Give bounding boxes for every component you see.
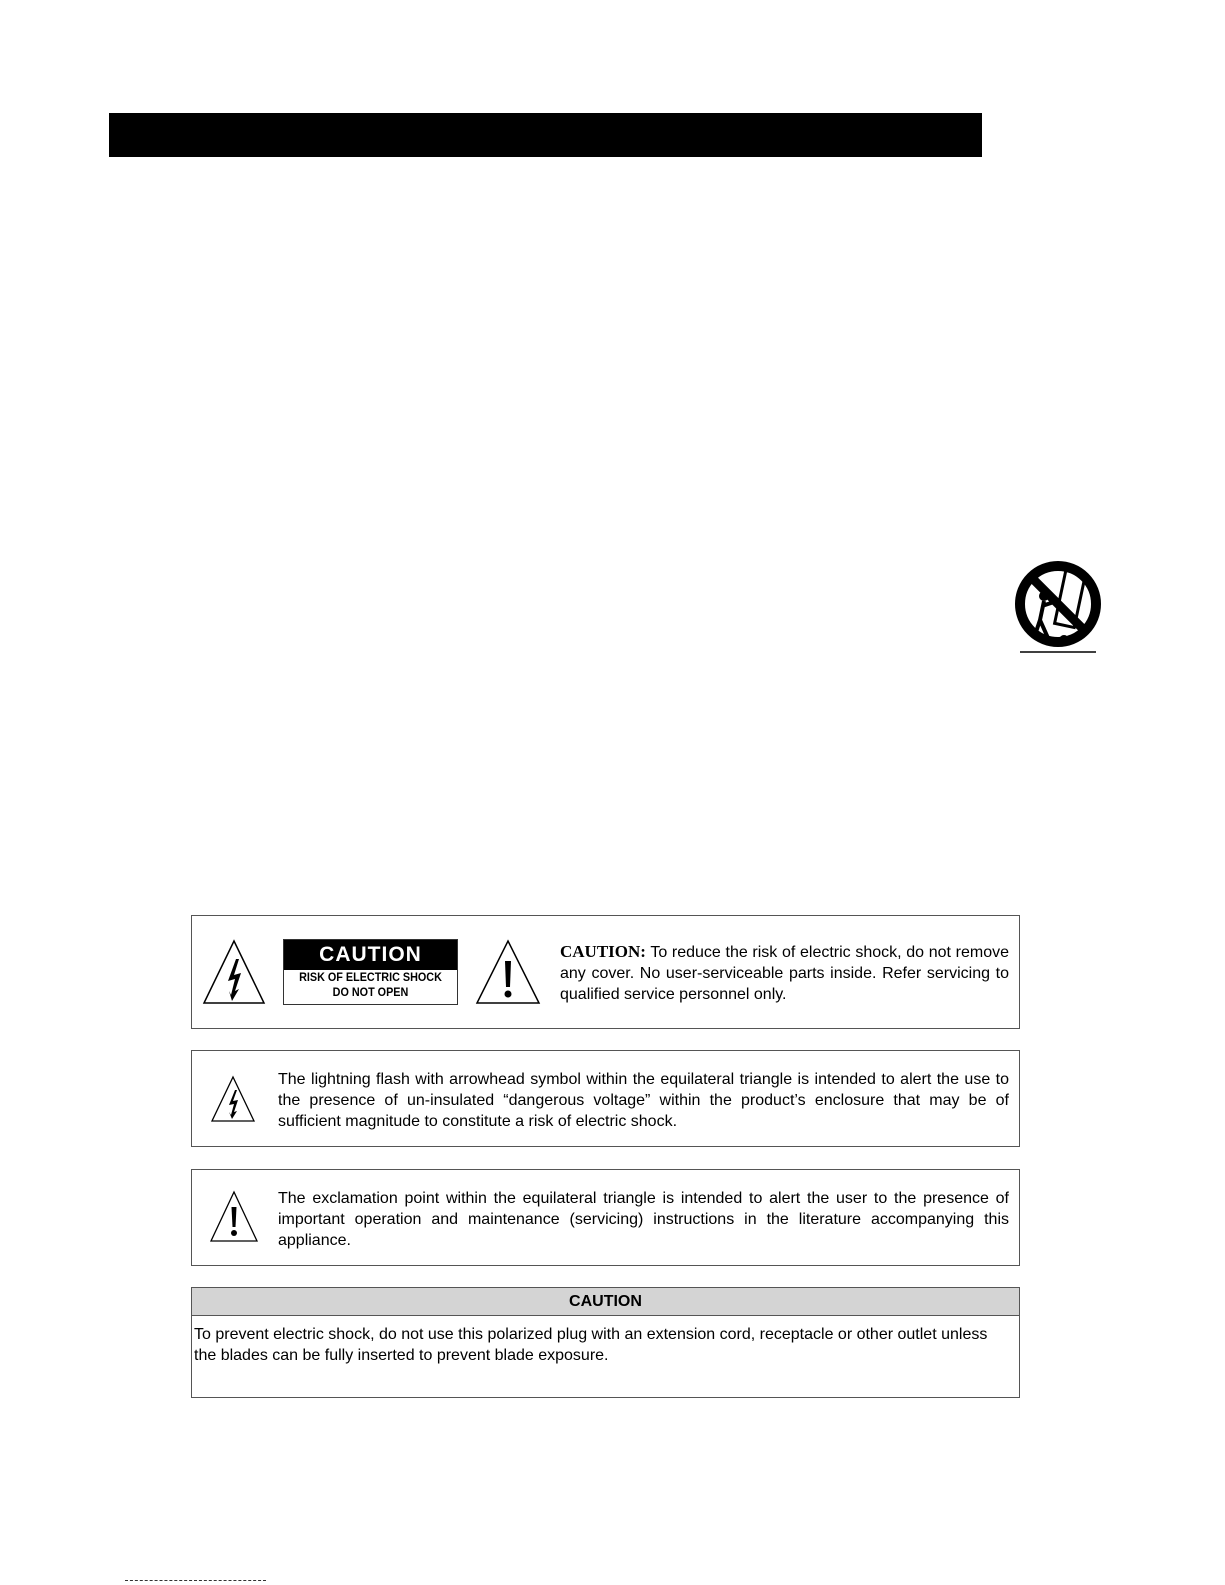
caution-label-title: CAUTION xyxy=(284,940,457,970)
caution-label xyxy=(283,939,458,1005)
exclamation-warning-icon xyxy=(209,1190,259,1244)
lightning-explanation-box xyxy=(191,1050,1020,1147)
polarized-plug-caution-box xyxy=(191,1287,1020,1398)
exclamation-explanation-text: The exclamation point within the equilateral triangle is intended to alert the user to the presence of important operation and maintenance (servicing) instructions in the literature accompanying this appliance. xyxy=(278,1190,1009,1249)
cart-tip-over-warning-icon xyxy=(1010,560,1106,658)
exclamation-warning-icon xyxy=(475,939,541,1006)
exclamation-explanation-box xyxy=(191,1169,1020,1266)
lightning-warning-icon xyxy=(202,939,266,1006)
caution-label-line-2: DO NOT OPEN xyxy=(332,985,409,999)
caution-text xyxy=(560,941,1009,1005)
caution-label-line-1: RISK OF ELECTRIC SHOCK xyxy=(299,970,442,984)
lightning-explanation-text: The lightning flash with arrowhead symbol within the equilateral triangle is intended to alert the use to the presence of un-insulated “dangerous voltage” within the product’s enclosure that may be of sufficient magnitude to constitute a risk of electric shock. xyxy=(278,1071,1009,1130)
section-title-bar xyxy=(109,113,982,157)
plug-caution-heading: CAUTION xyxy=(192,1288,1019,1316)
plug-caution-text: To prevent electric shock, do not use this polarized plug with an extension cord, receptacle or other outlet unless the blades can be fully inserted to prevent blade exposure. xyxy=(194,1326,988,1364)
caution-symbols-box xyxy=(191,915,1020,1029)
caution-text-body: To reduce the risk of electric shock, do not remove any cover. No user-serviceable parts inside. Refer servicing to qualified service personnel only. xyxy=(560,944,1009,1003)
caution-text-lead: CAUTION: xyxy=(560,942,646,961)
footnote-separator xyxy=(125,1580,266,1581)
lightning-warning-icon xyxy=(210,1075,256,1124)
